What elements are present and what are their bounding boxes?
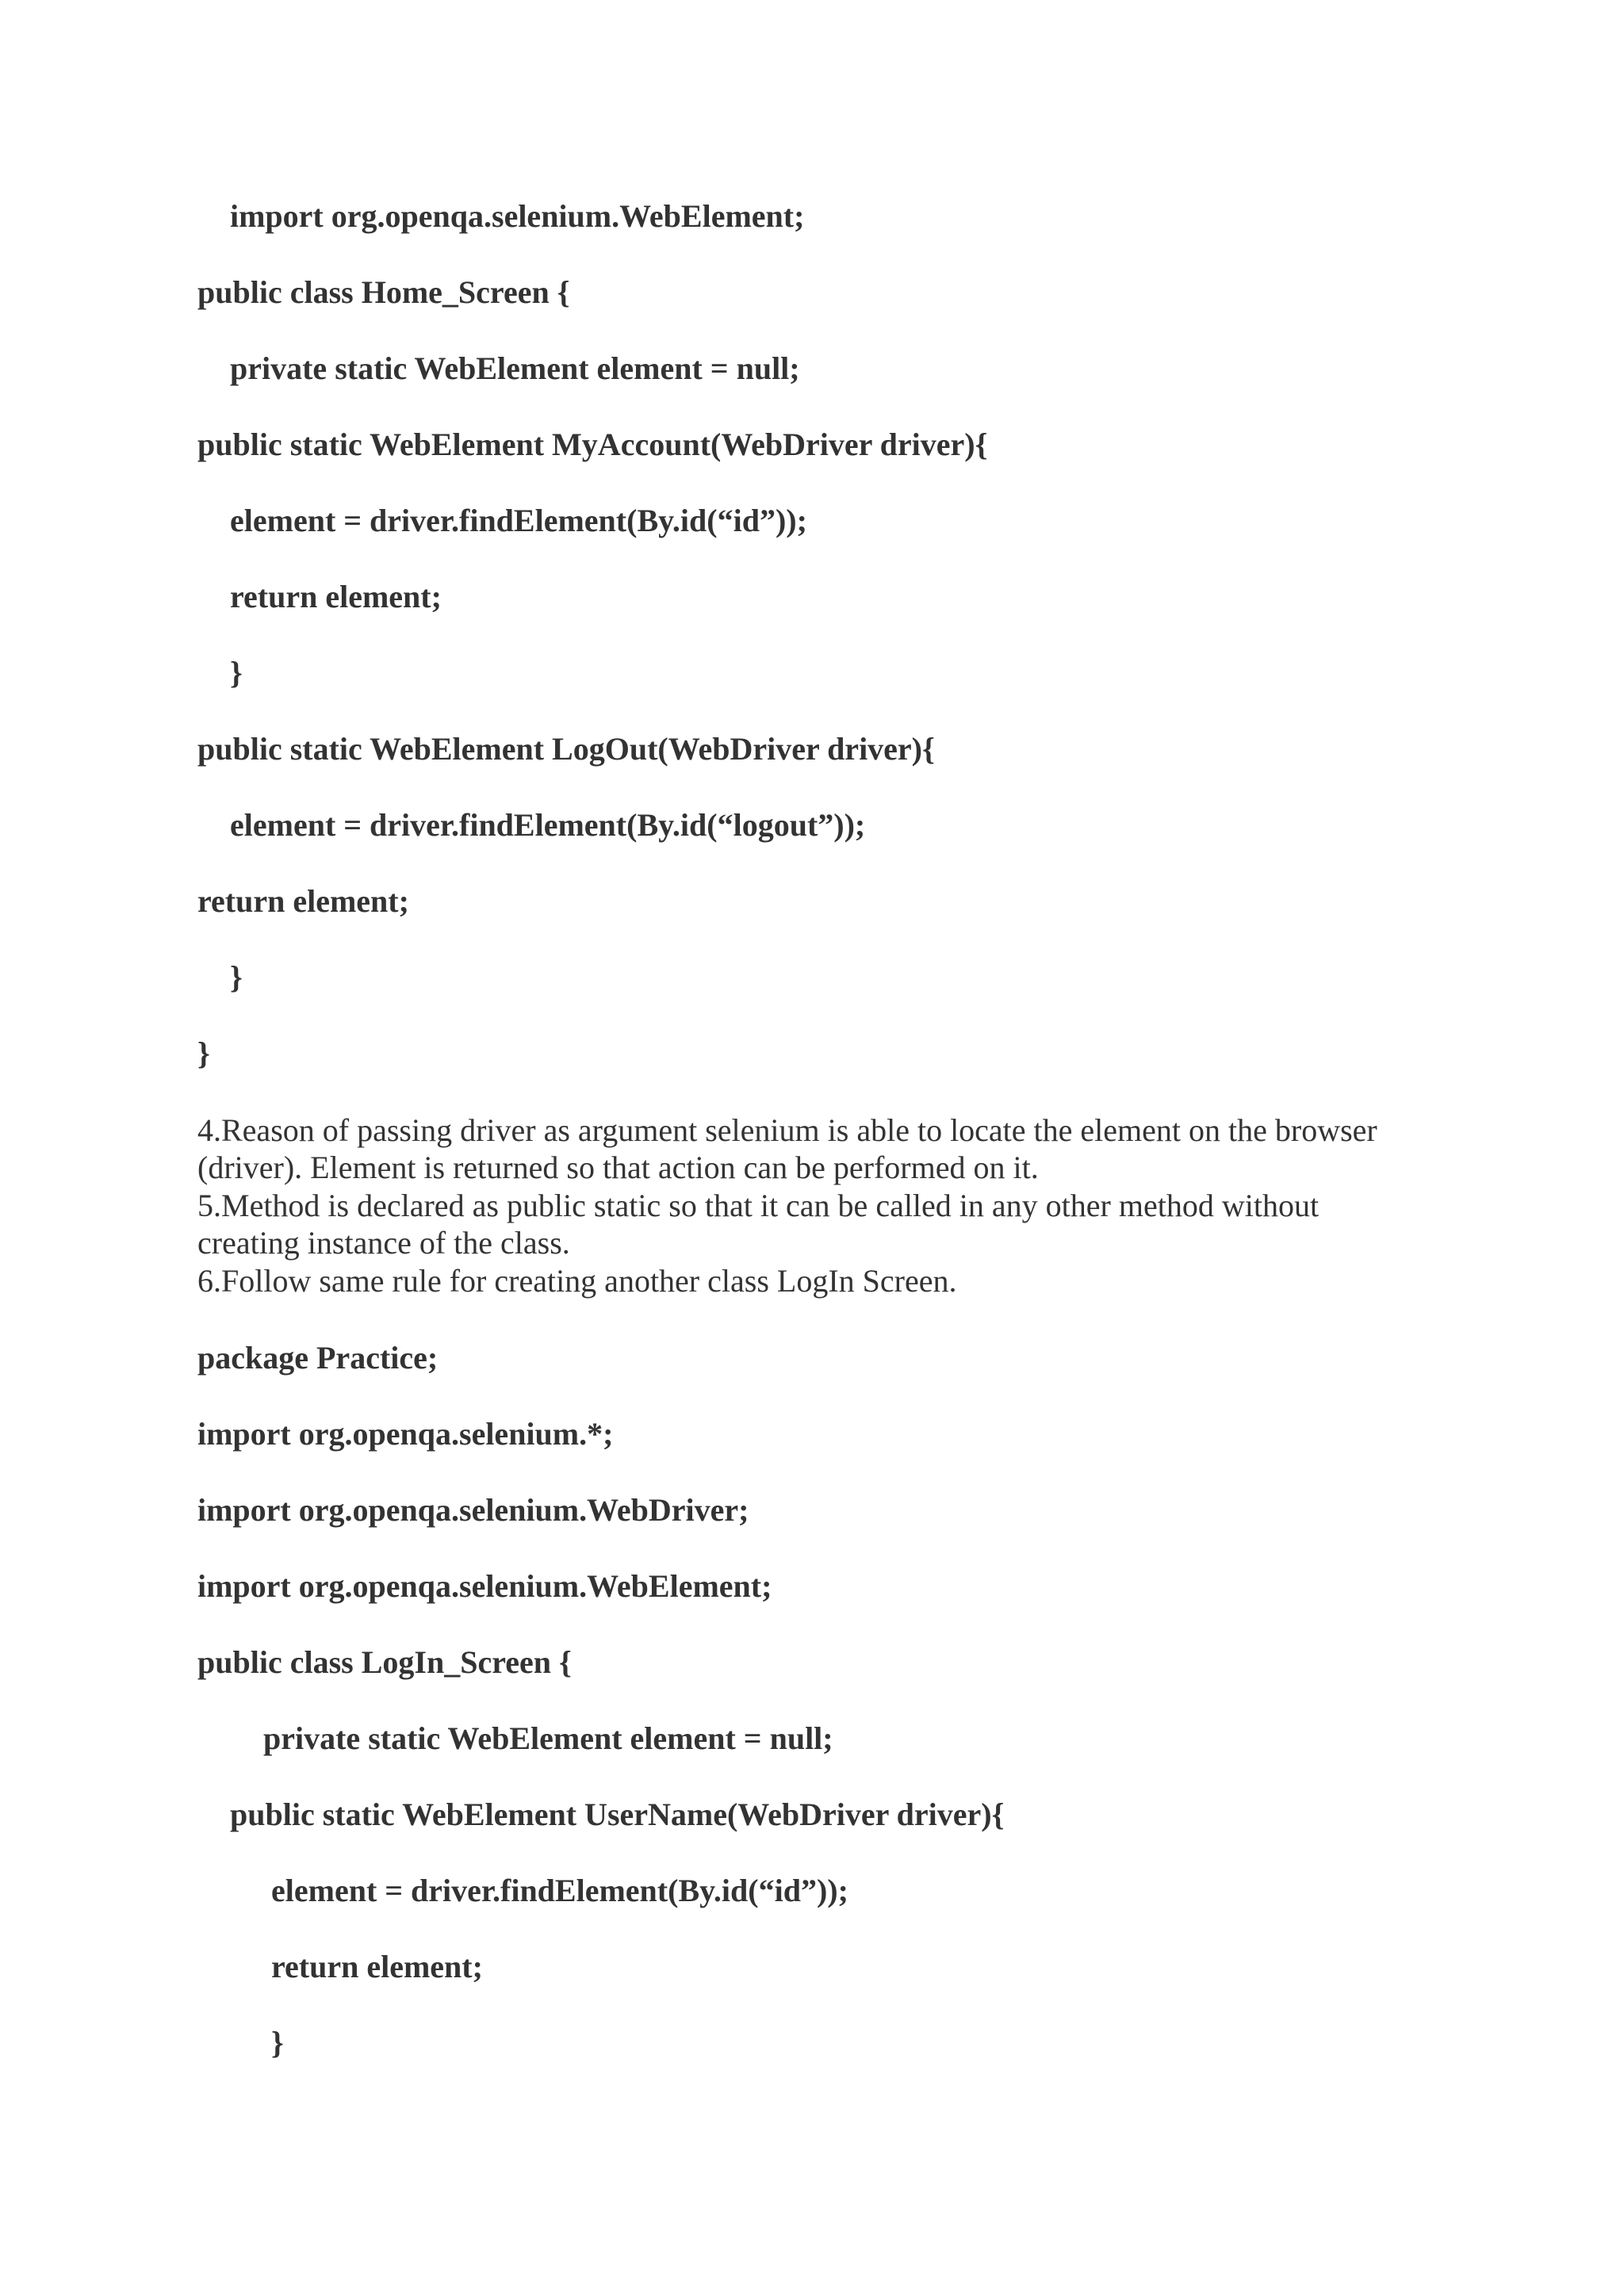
code-line: } (230, 959, 243, 995)
code-line: import org.openqa.selenium.WebElement; (197, 1568, 772, 1604)
code-line: } (197, 1035, 210, 1071)
code-line: element = driver.findElement(By.id(“id”)); (271, 1873, 848, 1908)
code-line: return element; (271, 1949, 483, 1984)
note-line: 5.Method is declared as public static so that it can be called in any other method without (197, 1188, 1320, 1223)
code-line: element = driver.findElement(By.id(“logout”)); (230, 807, 866, 843)
code-line: private static WebElement element = null; (230, 350, 800, 386)
code-line: return element; (230, 579, 442, 614)
code-line: public static WebElement UserName(WebDriver driver){ (230, 1797, 1005, 1832)
code-line: private static WebElement element = null; (263, 1720, 833, 1756)
note-line: 6.Follow same rule for creating another class LogIn Screen. (197, 1263, 957, 1299)
code-line: return element; (197, 883, 409, 919)
note-line: (driver). Element is returned so that action can be performed on it. (197, 1150, 1039, 1185)
code-line: import org.openqa.selenium.WebDriver; (197, 1492, 749, 1528)
code-line: public static WebElement MyAccount(WebDriver driver){ (197, 427, 988, 462)
code-line: element = driver.findElement(By.id(“id”)); (230, 503, 807, 538)
code-line: public class LogIn_Screen { (197, 1644, 572, 1680)
note-line: creating instance of the class. (197, 1225, 570, 1261)
code-line: public class Home_Screen { (197, 274, 570, 310)
note-line: 4.Reason of passing driver as argument selenium is able to locate the element on the browser (197, 1112, 1377, 1148)
code-line: public static WebElement LogOut(WebDriver driver){ (197, 731, 935, 767)
code-line: } (271, 2025, 284, 2061)
code-line: package Practice; (197, 1340, 439, 1376)
code-line: import org.openqa.selenium.WebElement; (230, 198, 805, 234)
code-line: } (230, 655, 243, 691)
code-line: import org.openqa.selenium.*; (197, 1416, 614, 1452)
